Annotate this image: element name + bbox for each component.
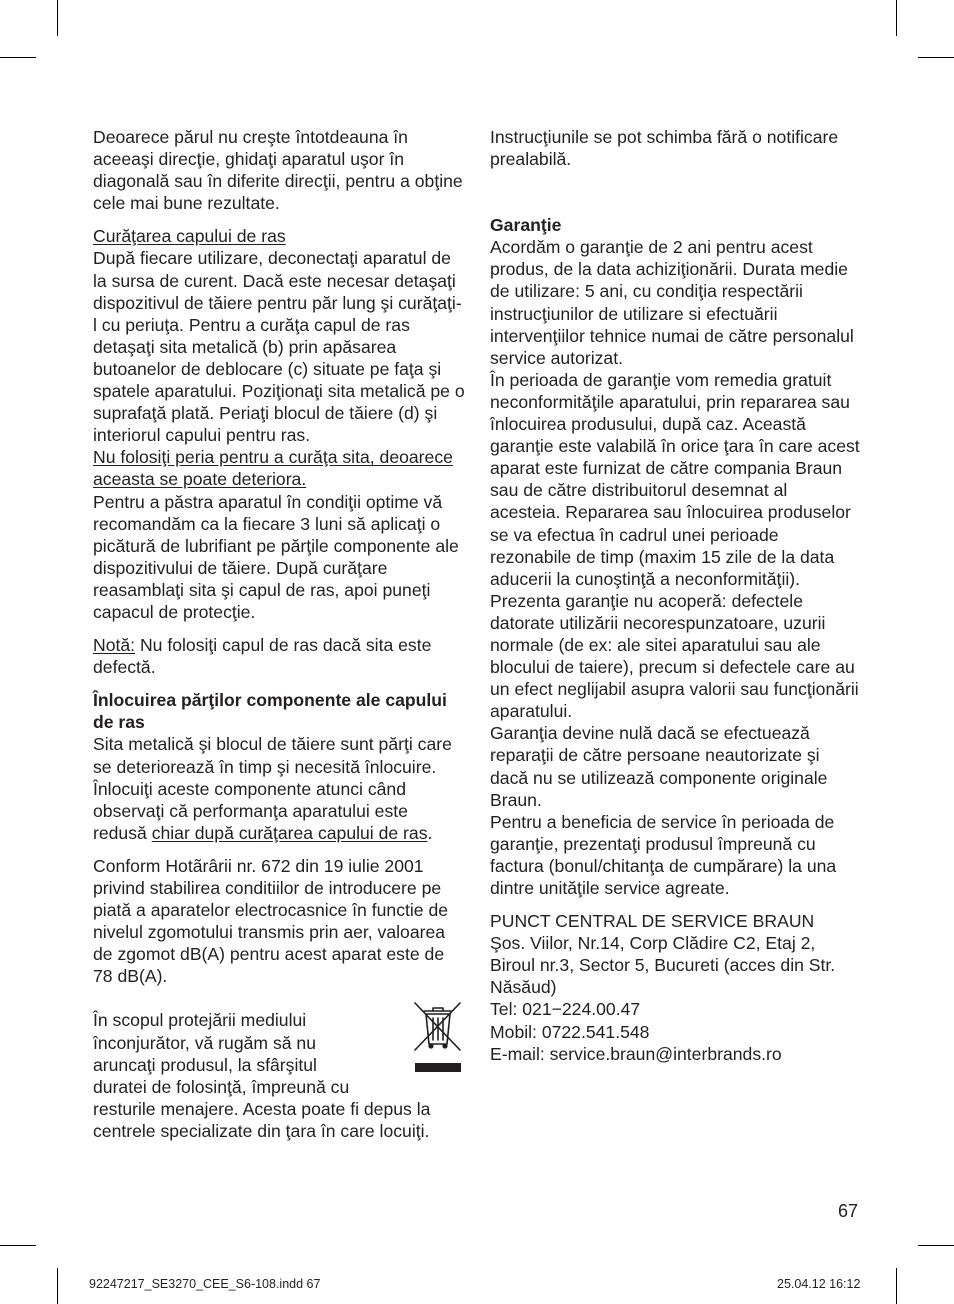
replacement-heading: Înlocuirea părţilor componente ale capului de ras (93, 690, 447, 733)
note-label: Notă: (93, 635, 136, 656)
page-number: 67 (838, 1201, 859, 1221)
service-tel: Tel: 021−224.00.47 (490, 999, 641, 1020)
service-mobile: Mobil: 0722.541.548 (490, 1021, 650, 1042)
warranty-heading: Garanţie (490, 215, 562, 236)
cleaning-heading: Curăţarea capului de ras (93, 226, 286, 247)
crop-mark (57, 1268, 58, 1304)
crop-mark (918, 1245, 954, 1246)
environment-section (93, 1009, 465, 1142)
replacement-end: . (427, 822, 433, 843)
right-column (490, 126, 862, 1065)
left-column (93, 126, 465, 1142)
note-paragraph (93, 634, 465, 678)
replacement-section (93, 689, 465, 844)
warranty-p4: Garanţia devine nulă dacă se efectuează reparaţii de către persoane neautorizate şi dacă nu se utilizează componente originale Braun. (490, 723, 828, 810)
crop-mark (0, 57, 36, 58)
footer-datetime: 25.04.12 16:12 (777, 1277, 861, 1291)
cleaning-body-2: Pentru a păstra aparatul în condiţii optime vă recomandăm ca la fiecare 3 luni să aplicaţi o picătură de lubrifiant pe părţile componente ale dispozitivului de tăiere. După curăţare reasamblaţi sita şi capul de ras, apoi puneţi capacul de protecţie. (93, 491, 459, 622)
cleaning-warning: Nu folosiţi peria pentru a curăţa sita, deoarece aceasta se poate deteriora. (93, 447, 453, 490)
warranty-section (490, 214, 862, 899)
warranty-p3: Prezenta garanţie nu acoperă: defectele datorate utilizării necorespunzatoare, uzurii normale (de ex: ale sitei aparatului sau ale blocului de taiere), precum si defectele care au un efect neglijabil asupra valorii sau funcţionării aparatului. (490, 590, 859, 722)
service-title: PUNCT CENTRAL DE SERVICE BRAUN (490, 911, 815, 932)
crop-mark (896, 1268, 897, 1304)
footer-file-slug: 92247217_SE3270_CEE_S6-108.indd 67 (89, 1277, 321, 1291)
crop-mark (57, 0, 58, 36)
warranty-p2: În perioada de garanţie vom remedia gratuit neconformităţile aparatului, prin repararea sau înlocuirea produsului, după caz. Această garanţie este valabilă în orice ţara în care acest aparat este furnizat de către compania Braun sau de către distribuitorul desemnat al acesteia. Repararea sau înlocuirea produselor se va efectua în cadrul unei perioade rezonabile de timp (maxim 15 zile de la data aducerii la cunoştinţă a neconformităţii). (490, 369, 860, 589)
crop-mark (918, 57, 954, 58)
change-notice: Instrucţiunile se pot schimba fără o notificare prealabilă. (490, 127, 839, 170)
cleaning-section (93, 225, 465, 623)
service-email: E-mail: service.braun@interbrands.ro (490, 1043, 782, 1064)
replacement-text: Sita metalică şi blocul de tăiere sunt părţi care se deteriorează în timp şi necesită înlocuire. Înlocuiţi aceste componente atunci când observaţi că performanţa aparatului este redusă (93, 734, 452, 843)
cleaning-body: După fiecare utilizare, deconectaţi aparatul de la sursa de curent. Dacă este necesar detaşaţi dispozitivul de tăiere pentru păr lung şi curăţaţi-l cu periuţa. Pentru a curăţa capul de ras detaşaţi sita metalică (b) prin apăsarea butoanelor de deblocare (c) situate pe faţa şi spatele aparatului. Poziţionaţi sita metalică pe o suprafaţă plată. Periaţi blocul de tăiere (d) şi interiorul capului pentru ras. (93, 248, 465, 446)
crop-mark (896, 0, 897, 36)
service-center (490, 910, 862, 1065)
crossed-out-wheelie-bin-icon (414, 1000, 462, 1076)
environment-text: În scopul protejării mediului înconjurător, vă rugăm să nu aruncaţi produsul, la sfârşitul duratei de folosinţă, împreună cu resturile menajere. Acesta poate fi depus la centrele specializate din ţara în care locuiţi. (93, 1010, 431, 1141)
noise-paragraph: Conform Hotãrârii nr. 672 din 19 iulie 2001 privind stabilirea conditiilor de introducere pe piată a aparatelor electrocasnice în functie de nivelul zgomotului transmis prin aer, valoarea de zgomot dB(A) pentru acest aparat este de 78 dB(A). (93, 855, 449, 987)
replacement-underlined: chiar după curăţarea capului de ras (151, 822, 428, 843)
warranty-p5: Pentru a beneficia de service în perioada de garanţie, prezentaţi produsul împreună cu factura (bonul/chitanţa de cumpărare) la una dintre unităţile service agreate. (490, 811, 837, 898)
shaving-direction-paragraph: Deoarece părul nu creşte întotdeauna în aceeaşi direcţie, ghidaţi aparatul uşor în diagonală sau în diferite direcţii, pentru a obţine cele mai bune rezultate. (93, 127, 463, 214)
warranty-p1: Acordăm o garanţie de 2 ani pentru acest produs, de la data achiziţionării. Durata medie de utilizare: 5 ani, cu condiţia respectării instrucţiunilor de utilizare si efectuării intervenţiilor tehnice numai de către personalul service autorizat. (490, 237, 854, 368)
crop-mark (0, 1245, 36, 1246)
note-text: Nu folosiţi capul de ras dacă sita este defectă. (93, 635, 432, 678)
service-address: Şos. Viilor, Nr.14, Corp Clădire C2, Etaj 2, Biroul nr.3, Sector 5, Bucureti (acces din Str. Năsăud) (490, 933, 836, 998)
